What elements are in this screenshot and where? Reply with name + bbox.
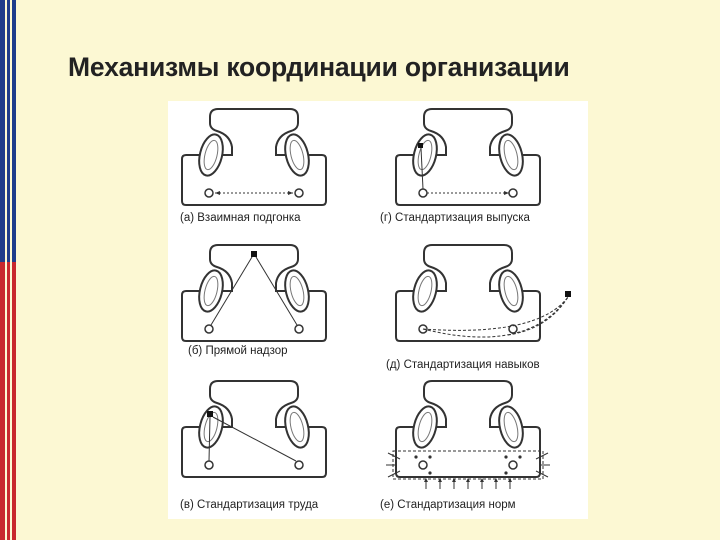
caption-e: (е) Стандартизация норм xyxy=(380,499,516,511)
caption-g: (г) Стандартизация выпуска xyxy=(380,212,530,224)
caption-b: (б) Прямой надзор xyxy=(188,345,288,357)
panel-d-diagram xyxy=(396,245,571,341)
mechanisms-diagram xyxy=(168,101,588,519)
slide-title: Механизмы координации организации xyxy=(68,52,570,82)
caption-v: (в) Стандартизация труда xyxy=(180,499,319,511)
panel-e-diagram xyxy=(386,381,550,489)
side-bar-stripe xyxy=(5,0,7,540)
panel-a-diagram xyxy=(182,109,326,205)
panel-b-diagram xyxy=(182,245,326,341)
caption-a: (а) Взаимная подгонка xyxy=(180,212,301,224)
coordination-mechanisms-figure xyxy=(168,101,588,519)
panel-g-diagram xyxy=(396,109,540,205)
panel-v-diagram xyxy=(182,381,326,477)
side-bar-stripe xyxy=(10,0,12,540)
caption-d: (д) Стандартизация навыков xyxy=(386,359,540,371)
side-bar-blue xyxy=(0,0,16,262)
side-bar-red xyxy=(0,262,16,540)
side-accent-bar xyxy=(0,0,16,540)
